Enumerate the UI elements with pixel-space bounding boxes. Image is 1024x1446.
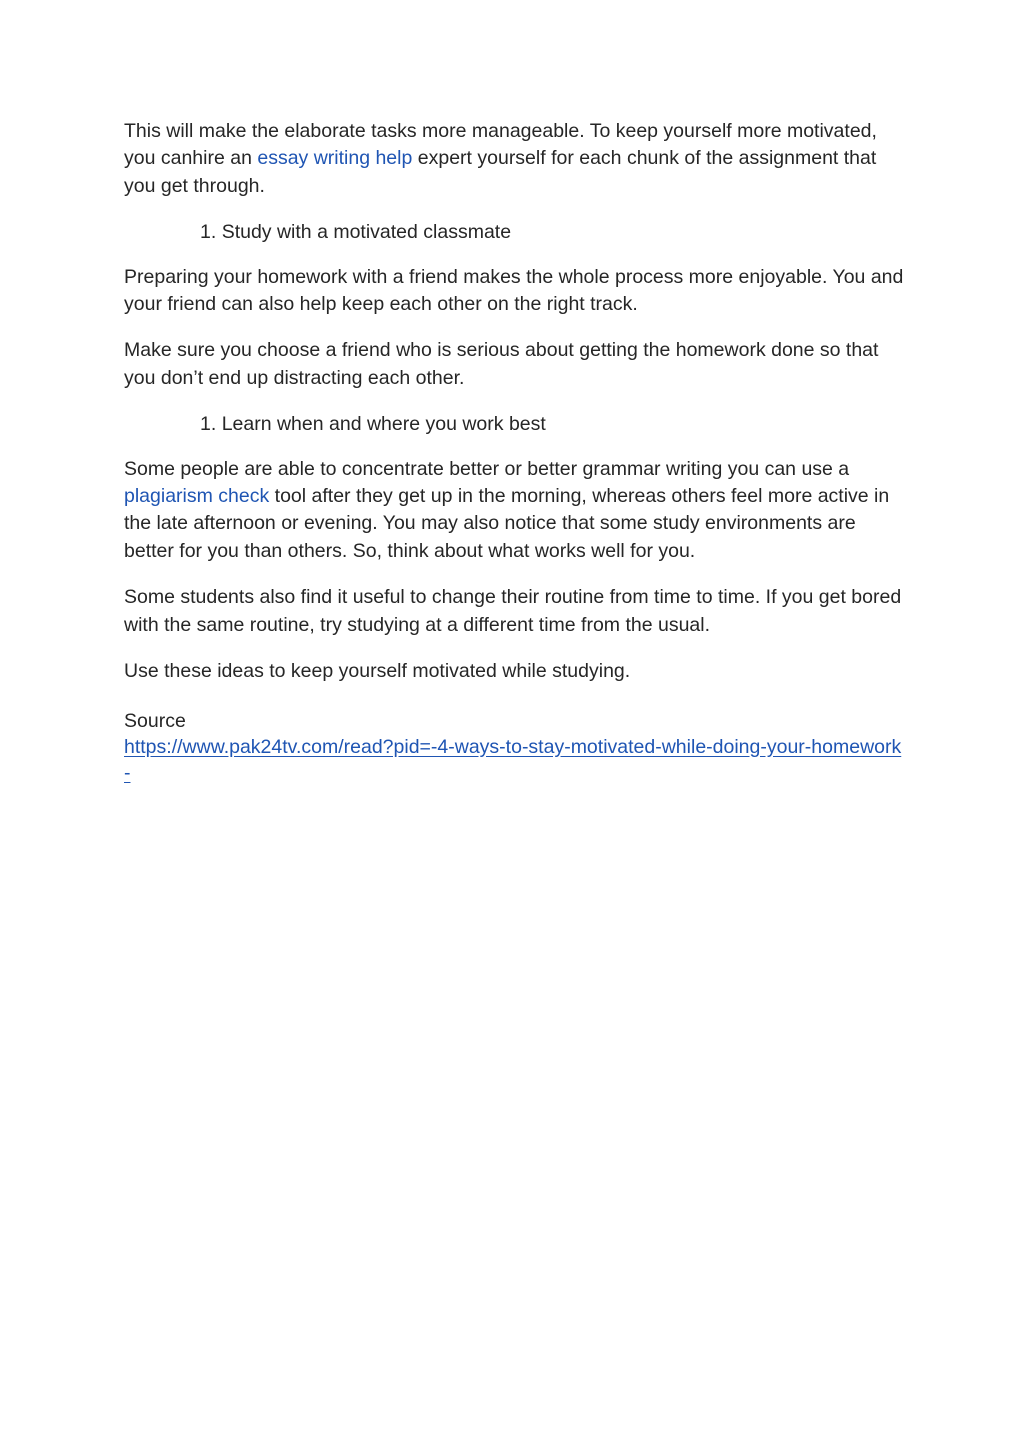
paragraph-text: This will make the elaborate tasks more manageable. To keep yourself more motivated, you canhire an [124, 120, 877, 170]
list-item-text: Learn when and where you work best [221, 413, 546, 436]
paragraph-change-routine: Some students also find it useful to change their routine from time to time. If you get bored with the same routine, try studying at a different time from the usual. [124, 586, 902, 636]
list-number: 1. [200, 413, 217, 436]
list-number: 1. [200, 221, 217, 244]
paragraph-concentrate [124, 456, 904, 566]
paragraph-serious-friend: Make sure you choose a friend who is serious about getting the homework done so that you don’t end up distracting each other. [124, 339, 879, 389]
source-label: Source [124, 709, 186, 732]
paragraph-closing: Use these ideas to keep yourself motivated while studying. [124, 660, 631, 683]
paragraph-friend-enjoyable: Preparing your homework with a friend makes the whole process more enjoyable. You and your friend can also help keep each other on the right track. [124, 265, 904, 316]
source-url-link[interactable]: https://www.pak24tv.com/read?pid=-4-ways-to-stay-motivated-while-doing-your-homework- [124, 735, 902, 784]
list-item-study-classmate [200, 219, 904, 246]
plagiarism-check-link[interactable]: plagiarism check [124, 485, 270, 508]
paragraph-manageable-tasks [124, 118, 904, 200]
list-item-work-best [200, 411, 904, 438]
paragraph-text: tool after they get up in the morning, whereas others feel more active in the late afternoon or evening. You may also notice that some study environments are better for you than others. So, think about what works well for you. [124, 485, 890, 562]
list-item-text: Study with a motivated classmate [221, 221, 512, 244]
essay-writing-help-link[interactable]: essay writing help [257, 147, 413, 170]
document-page [124, 118, 904, 786]
source-block [124, 708, 904, 786]
paragraph-text: expert yourself for each chunk of the assignment that you get through. [124, 147, 877, 197]
paragraph-text: Some people are able to concentrate better or better grammar writing you can use a [124, 457, 850, 480]
